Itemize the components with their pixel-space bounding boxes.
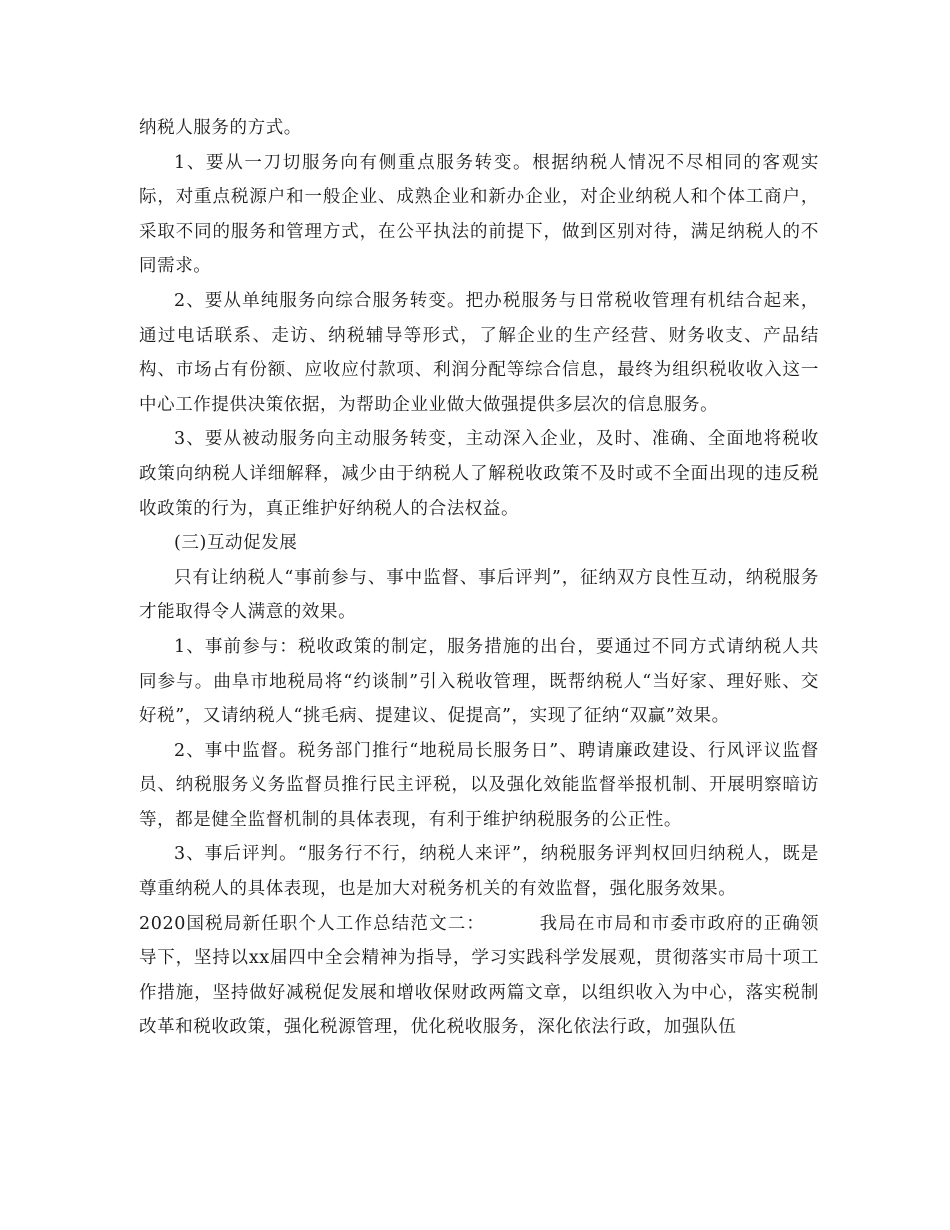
paragraph-8: 3、事后评判。“服务行不行，纳税人来评”，纳税服务评判权回归纳税人，既是尊重纳税人的具体表现，也是加大对税务机关的有效监督，强化服务效果。 bbox=[139, 844, 819, 900]
paragraph-6: 1、事前参与：税收政策的制定，服务措施的出台，要通过不同方式请纳税人共同参与。曲阜市地税局将“约谈制”引入税收管理，既帮纳税人“当好家、理好账、交好税”，又请纳税人“挑毛病、提建议、促提高”，实现了征纳“双赢”效果。 bbox=[139, 636, 819, 727]
final-paragraph bbox=[139, 907, 819, 1045]
paragraph-1: 1、要从一刀切服务向有侧重点服务转变。根据纳税人情况不尽相同的客观实际，对重点税源户和一般企业、成熟企业和新办企业，对企业纳税人和个体工商户，采取不同的服务和管理方式，在公平执法的前提下，做到区别对待，满足纳税人的不同需求。 bbox=[139, 152, 819, 277]
paragraph-2: 2、要从单纯服务向综合服务转变。把办税服务与日常税收管理有机结合起来，通过电话联系、走访、纳税辅导等形式，了解企业的生产经营、财务收支、产品结构、市场占有份额、应收应付款项、利润分配等综合信息，最终为组织税收收入这一中心工作提供决策依据，为帮助企业业做大做强提供多层次的信息服务。 bbox=[139, 290, 819, 415]
article-title: 2020国税局新任职个人工作总结范文二： bbox=[139, 913, 486, 934]
paragraph-3: 3、要从被动服务向主动服务转变，主动深入企业，及时、准确、全面地将税收政策向纳税人详细解释，减少由于纳税人了解税收政策不及时或不全面出现的违反税收政策的行为，真正维护好纳税人的合法权益。 bbox=[139, 429, 819, 519]
section-heading: (三)互动促发展 bbox=[174, 533, 298, 554]
document-body bbox=[139, 111, 819, 1045]
article-intro: 我局在市局和市委市政府的正确领导下，坚持以xx届四中全会精神为指导，学习实践科学发展观，贯彻落实市局十项工作措施，坚持做好减税促发展和增收保财政两篇文章，以组织收入为中心，落实税制改革和税收政策，强化税源管理，优化税收服务，深化依法行政，加强队伍 bbox=[139, 913, 819, 1038]
paragraph-0: 纳税人服务的方式。 bbox=[139, 118, 302, 138]
paragraph-7: 2、事中监督。税务部门推行“地税局长服务日”、聘请廉政建设、行风评议监督员、纳税服务义务监督员推行民主评税，以及强化效能监督举报机制、开展明察暗访等，都是健全监督机制的具体表现，有利于维护纳税服务的公正性。 bbox=[139, 740, 819, 830]
paragraph-5: 只有让纳税人“事前参与、事中监督、事后评判”，征纳双方良性互动，纳税服务才能取得令人满意的效果。 bbox=[139, 567, 819, 623]
